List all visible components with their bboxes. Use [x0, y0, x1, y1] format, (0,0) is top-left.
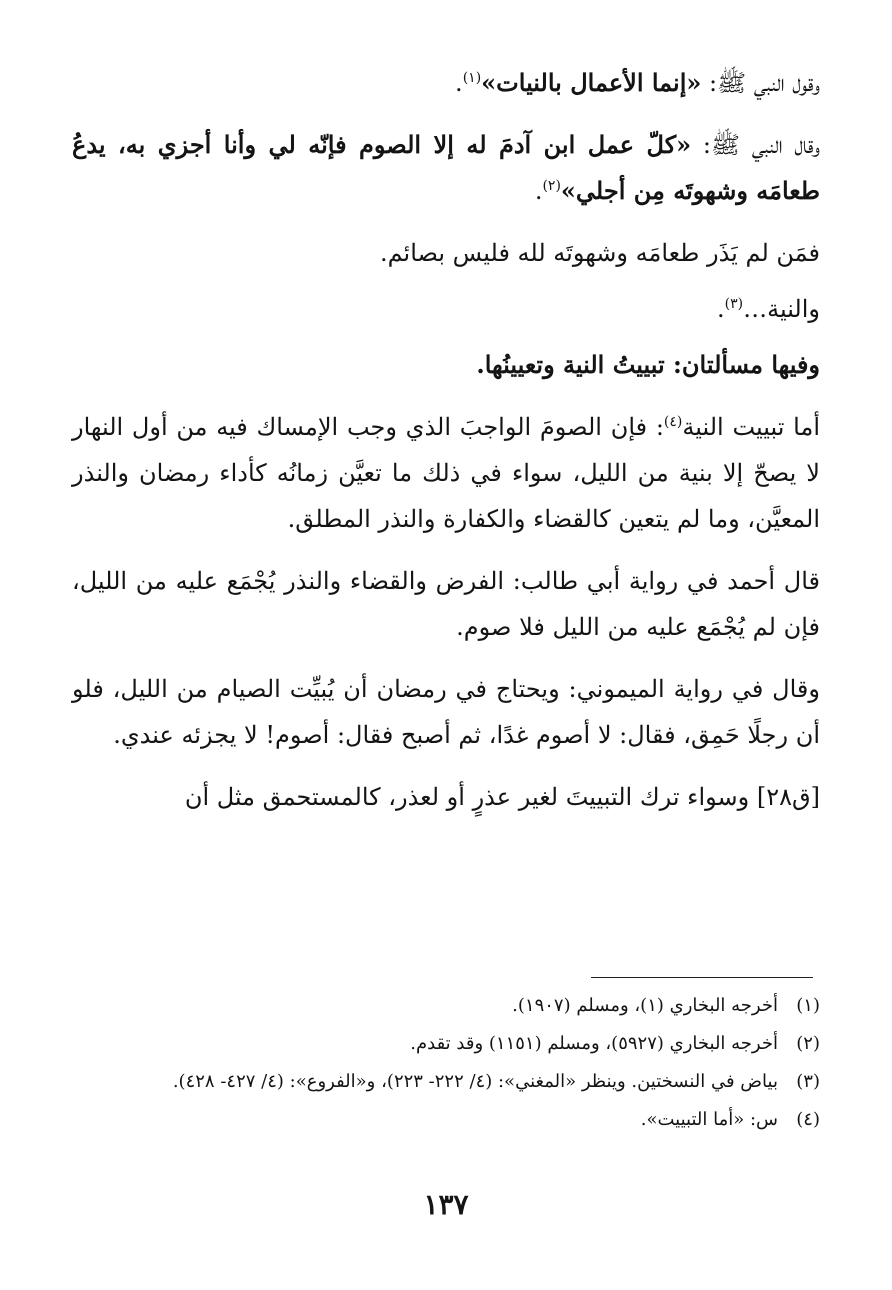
footnote-4-number: (٤) — [796, 1109, 820, 1130]
hadith-quote-2: «كلّ عمل ابن آدمَ له إلا الصوم فإنّه لي وأنا أجزي به، يدعُ طعامَه وشهوتَه مِن أجلي» — [72, 130, 820, 205]
paragraph-1 — [72, 60, 820, 106]
footnote-2-number: (٢) — [796, 1033, 820, 1054]
footnote-2 — [72, 1028, 820, 1060]
paragraph-7 — [72, 558, 820, 650]
paragraph-2-text: وقال النبي ﷺ: — [691, 131, 820, 159]
hadith-quote-1: «إنما الأعمال بالنيات» — [481, 68, 702, 97]
paragraph-9 — [72, 774, 820, 820]
paragraph-2-end: . — [534, 177, 543, 205]
footnotes — [72, 990, 820, 1142]
footnote-1 — [72, 990, 820, 1022]
footnote-4-text: س: «أما التبييت». — [640, 1109, 778, 1130]
paragraph-8-text: وقال في رواية الميموني: ويحتاج في رمضان أن يُبيِّت الصيام من الليل، فلو أن رجلًا حَمِق، فقال: لا أصوم غدًا، ثم أصبح فقال: أصوم! لا يجزئه عندي. — [72, 675, 820, 749]
paragraph-6-lead: أما تبييت النية — [682, 413, 820, 441]
footnote-3-text: بياض في النسختين. وينظر «المغني»: (٤/ ٢٢٢- ٢٢٣)، و«الفروع»: (٤/ ٤٢٧- ٤٢٨). — [172, 1071, 778, 1092]
footnote-2-text: أخرجه البخاري (٥٩٢٧)، ومسلم (١١٥١) وقد تقدم. — [410, 1033, 778, 1054]
paragraph-8 — [72, 666, 820, 758]
paragraph-3-text: فمَن لم يَذَر طعامَه وشهوتَه لله فليس بصائم. — [379, 239, 820, 267]
main-text — [72, 60, 820, 836]
footnote-ref-1: (١) — [462, 70, 482, 86]
footnote-3 — [72, 1066, 820, 1098]
footnote-4 — [72, 1104, 820, 1136]
footnote-1-number: (١) — [796, 995, 820, 1016]
footnote-ref-3: (٣) — [724, 296, 744, 312]
paragraph-9-text: [ق٢٨] وسواء ترك التبييتَ لغير عذرٍ أو لعذر، كالمستحمق مثل أن — [184, 783, 820, 811]
paragraph-3 — [72, 230, 820, 276]
section-heading-text: وفيها مسألتان: تبييتُ النية وتعيينُها. — [476, 350, 820, 379]
paragraph-6-text: : فإن الصومَ الواجبَ الذي وجب الإمساك فيه من أول النهار لا يصحّ إلا بنية من الليل، سواء في ذلك ما تعيَّن زمانُه كأداء رمضان والنذر المعيَّن، وما لم يتعين كالقضاء والكفارة والنذر المطلق. — [72, 413, 820, 533]
footnote-ref-2: (٢) — [542, 178, 561, 194]
page-number: ١٣٧ — [423, 1188, 469, 1221]
paragraph-4-end: . — [716, 295, 725, 323]
paragraph-7-text: قال أحمد في رواية أبي طالب: الفرض والقضاء والنذر يُجْمَع عليه من الليل، فإن لم يُجْمَع عليه من الليل فلا صوم. — [72, 567, 820, 641]
paragraph-2 — [72, 122, 820, 214]
paragraph-1-end: . — [455, 69, 463, 97]
paragraph-4-text: والنية… — [743, 295, 820, 323]
section-heading — [72, 342, 820, 388]
footnote-3-number: (٣) — [796, 1071, 820, 1092]
footnote-divider — [591, 977, 813, 978]
paragraph-1-text: وقول النبي ﷺ: — [701, 69, 820, 97]
paragraph-6 — [72, 404, 820, 542]
footnote-1-text: أخرجه البخاري (١)، ومسلم (١٩٠٧). — [512, 995, 778, 1016]
paragraph-4 — [72, 286, 820, 332]
footnote-ref-4: (٤) — [663, 414, 683, 430]
